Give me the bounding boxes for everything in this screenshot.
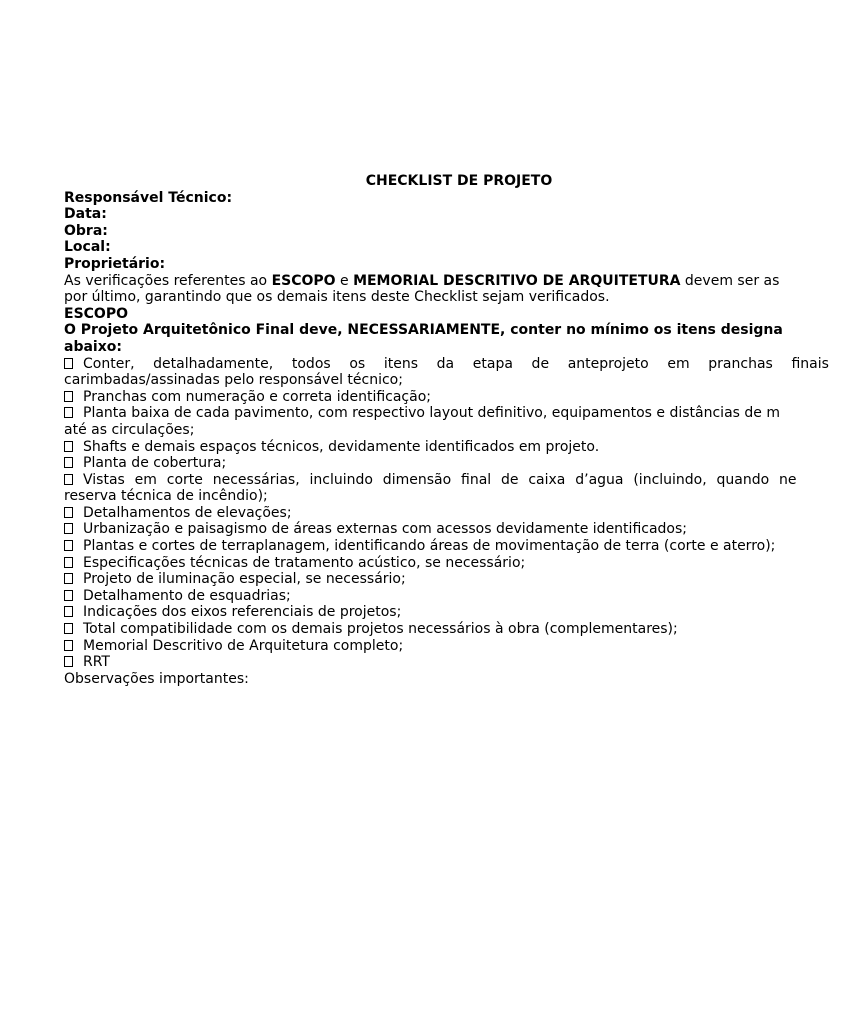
checklist-item-label: Plantas e cortes de terraplanagem, identificando áreas de movimentação de terra (corte e aterro); (83, 538, 776, 555)
checkbox-icon (64, 571, 83, 588)
intro-line-2: por último, garantindo que os demais itens deste Checklist sejam verificados. (64, 289, 610, 306)
checklist-item-label: Especificações técnicas de tratamento acústico, se necessário; (83, 554, 526, 571)
checklist-item-continuation: carimbadas/assinadas pelo responsável técnico; (64, 372, 403, 389)
document-title: CHECKLIST DE PROJETO (365, 173, 553, 189)
checklist-item (64, 588, 864, 605)
checkbox-icon (64, 455, 83, 472)
checklist-item (64, 439, 864, 456)
intro-line-1 (64, 272, 780, 290)
checkbox-icon (64, 588, 83, 605)
checklist-item-label: Detalhamentos de elevações; (83, 504, 292, 521)
checklist-item (64, 538, 864, 555)
checkbox-icon (64, 555, 83, 572)
checkbox-icon (64, 521, 83, 538)
checklist-item-label: RRT (83, 654, 110, 671)
checklist-item (64, 455, 864, 472)
checklist-item-label: Indicações dos eixos referenciais de projetos; (83, 604, 402, 621)
checkbox-icon (64, 472, 83, 489)
intro-text: e (335, 272, 354, 289)
checklist-item-label: Total compatibilidade com os demais projetos necessários à obra (complementares); (83, 621, 678, 638)
checklist-item-label: Vistas em corte necessárias, incluindo dimensão final de caixa d’agua (incluindo, quando ne (83, 471, 797, 488)
checkbox-icon (64, 654, 83, 671)
checklist-item-label: Urbanização e paisagismo de áreas externas com acessos devidamente identificados; (83, 521, 687, 538)
intro-text: As verificações referentes ao (64, 272, 272, 289)
checklist-item-continuation: até as circulações; (64, 421, 195, 438)
checklist-item-label: Memorial Descritivo de Arquitetura completo; (83, 637, 404, 654)
checklist-item (64, 571, 864, 588)
checklist-item-label: Conter, detalhadamente, todos os itens da etapa de anteprojeto em pranchas finais (83, 355, 829, 372)
requirement-text: O Projeto Arquitetônico Final deve, (64, 322, 348, 339)
field-obra: Obra: (64, 222, 108, 239)
document-page (64, 173, 829, 687)
intro-escopo: ESCOPO (271, 272, 336, 289)
checkbox-icon (64, 405, 83, 422)
checklist-item (64, 505, 864, 522)
intro-memorial: MEMORIAL DESCRITIVO DE ARQUITETURA (353, 272, 681, 289)
checklist-item-continuation: reserva técnica de incêndio); (64, 488, 268, 505)
checklist-item (64, 405, 864, 422)
field-responsavel-tecnico: Responsável Técnico: (64, 189, 233, 206)
checklist-item-label: Pranchas com numeração e correta identificação; (83, 388, 431, 405)
notes-label: Observações importantes: (64, 670, 249, 687)
checklist-item-label: Projeto de iluminação especial, se necessário; (83, 571, 406, 588)
checkbox-icon (64, 604, 83, 621)
checkbox-icon (64, 439, 83, 456)
checkbox-icon (64, 638, 83, 655)
field-local: Local: (64, 239, 111, 256)
checklist-item-label: Planta de cobertura; (83, 455, 227, 472)
intro-text: devem ser as (680, 272, 780, 289)
checklist-item (64, 654, 864, 671)
field-data: Data: (64, 206, 107, 223)
checkbox-icon (64, 621, 83, 638)
checklist-item (64, 389, 864, 406)
checklist-item-label: Planta baixa de cada pavimento, com respectivo layout definitivo, equipamentos e distâncias de m (83, 405, 780, 422)
checklist-item-label: Shafts e demais espaços técnicos, devidamente identificados em projeto. (83, 438, 600, 455)
checklist-item (64, 555, 864, 572)
checklist-item-label: Detalhamento de esquadrias; (83, 587, 291, 604)
checkbox-icon (64, 389, 83, 406)
field-proprietario: Proprietário: (64, 255, 166, 272)
section-heading: ESCOPO (64, 305, 128, 322)
checkbox-icon (64, 356, 83, 373)
checklist-item (64, 604, 864, 621)
checklist-item (64, 638, 864, 655)
requirement-emph: NECESSARIAMENTE (347, 322, 501, 339)
requirement-text: , conter no mínimo os itens designa (500, 322, 783, 339)
checklist-item (64, 472, 864, 489)
requirement-line-2: abaixo: (64, 338, 122, 355)
checkbox-icon (64, 538, 83, 555)
checkbox-icon (64, 505, 83, 522)
requirement-line-1 (64, 322, 783, 339)
checklist-item (64, 621, 864, 638)
checklist-item (64, 356, 864, 373)
checklist-item (64, 521, 864, 538)
